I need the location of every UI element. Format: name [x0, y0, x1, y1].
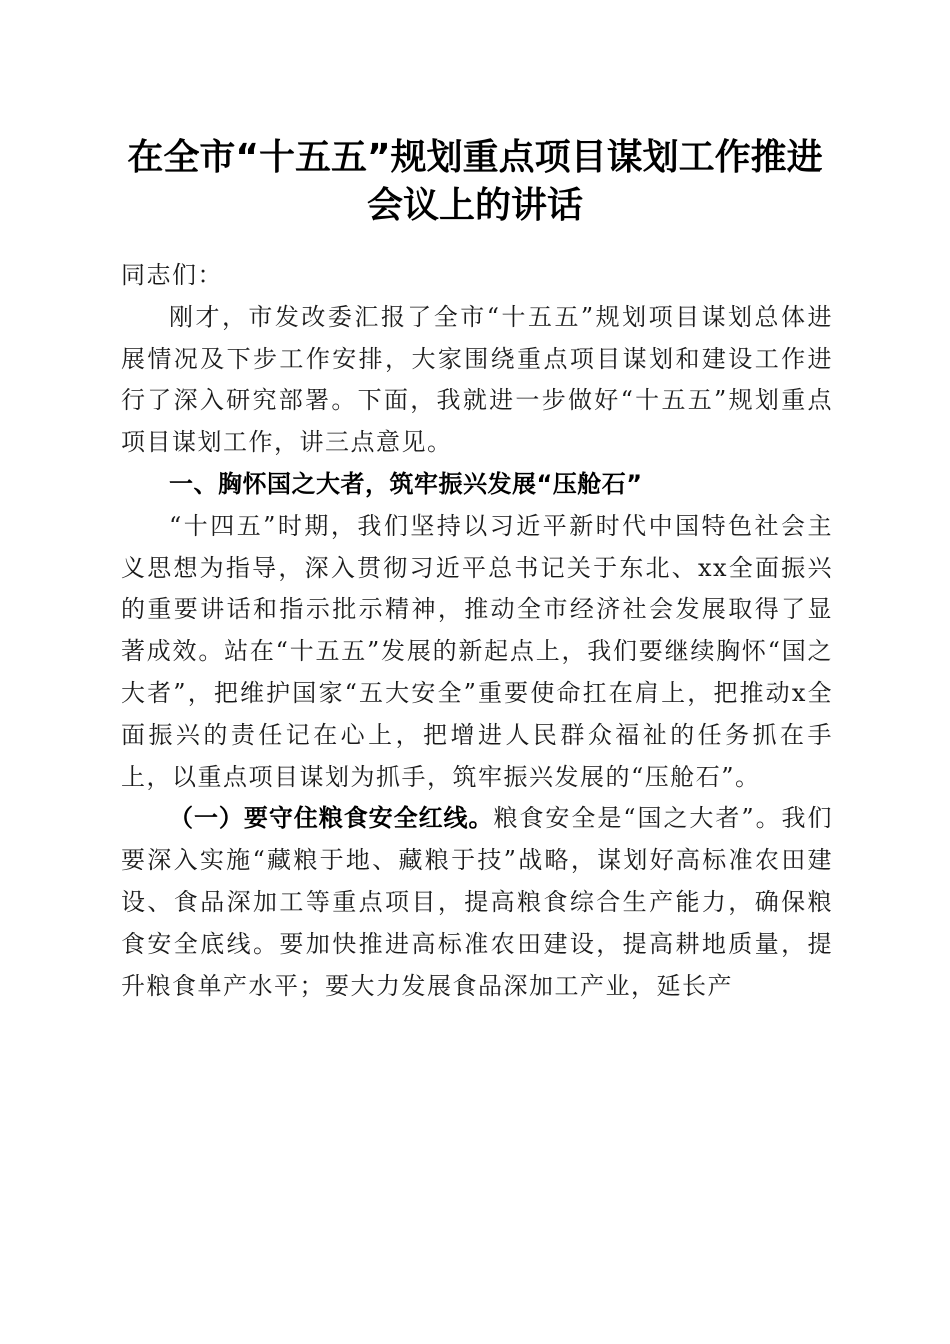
document-title — [100, 134, 850, 230]
title-line-2: 会议上的讲话 — [366, 185, 583, 226]
salutation: 同志们： — [121, 261, 223, 289]
paragraph-section-1: “十四五”时期，我们坚持以习近平新时代中国特色社会主义思想为指导，深入贯彻习近平总书记关于东北、xx全面振兴的重要讲话和指示批示精神，推动全市经济社会发展取得了显著成效。站在“十五五”发展的新起点上，我们要继续胸怀“国之大者”，把维护国家“五大安全”重要使命扛在肩上，把推动x全面振兴的责任记在心上，把增进人民群众福祉的任务抓在手上，以重点项目谋划为抓手，筑牢振兴发展的“压舱石”。 — [121, 511, 833, 791]
subsection-1-text: 粮食安全是“国之大者”。我们要深入实施“藏粮于地、藏粮于技”战略，谋划好高标准农田建设、食品深加工等重点项目，提高粮食综合生产能力，确保粮食安全底线。要加快推进高标准农田建设，提高耕地质量，提升粮食单产水平；要大力发展食品深加工产业，延长产 — [121, 804, 833, 1000]
paragraph-intro: 刚才，市发改委汇报了全市“十五五”规划项目谋划总体进展情况及下步工作安排，大家围绕重点项目谋划和建设工作进行了深入研究部署。下面，我就进一步做好“十五五”规划重点项目谋划工作，讲三点意见。 — [121, 302, 833, 457]
document-body — [121, 255, 833, 1007]
section-heading-1: 一、胸怀国之大者，筑牢振兴发展“压舱石” — [169, 469, 643, 498]
subsection-1-heading: （一）要守住粮食安全红线。 — [169, 804, 494, 833]
title-line-1: 在全市“十五五”规划重点项目谋划工作推进 — [127, 137, 823, 178]
paragraph-subsection-1 — [121, 798, 833, 1007]
